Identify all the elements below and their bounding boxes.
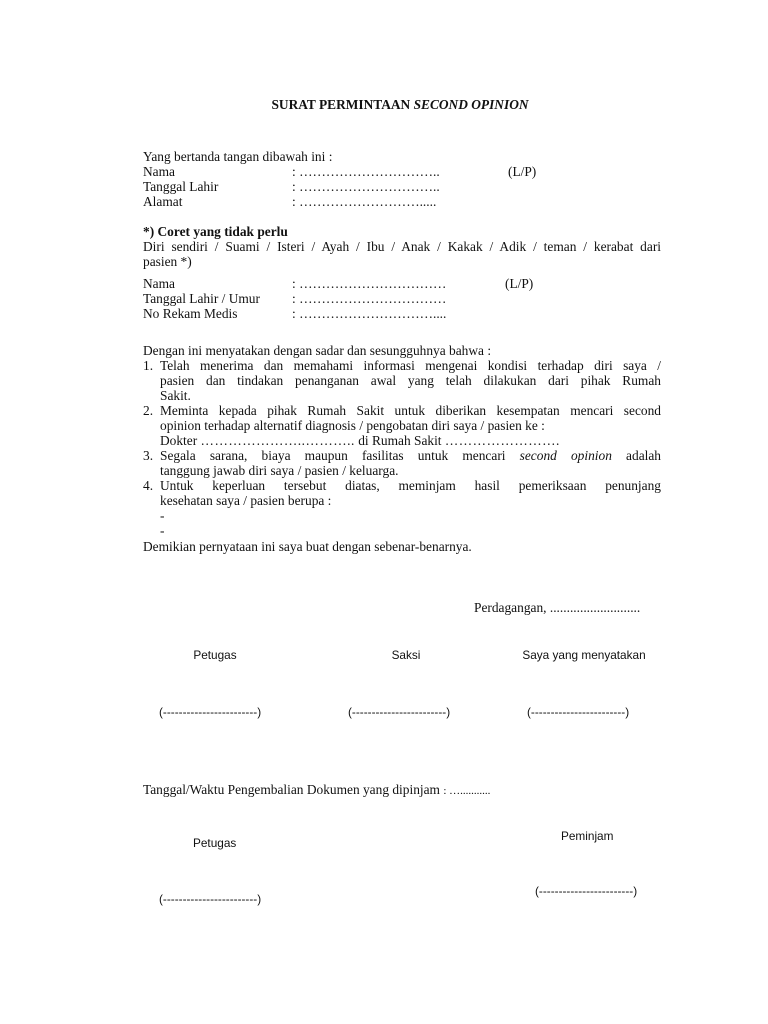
statement-intro: Dengan ini menyatakan dengan sadar dan sesungguhnya bahwa : — [143, 343, 492, 358]
item2-number: 2. — [143, 403, 154, 418]
field-alamat-label: Alamat — [143, 194, 183, 209]
strike-note-heading: *) Coret yang tidak perlu — [143, 224, 288, 239]
place-date: Perdagangan, ........................... — [474, 600, 641, 615]
item3-line1-italic: second opinion — [519, 448, 612, 463]
relation-options-line1: Diri sendiri / Suami / Isteri / Ayah / Ibu / Anak / Kakak / Adik / teman / kerabat dari — [143, 239, 661, 254]
officer-signature-line: (------------------------) — [159, 705, 262, 719]
field-tanggal-lahir-value: : ………………………….. — [292, 179, 440, 194]
document-title — [0, 97, 768, 112]
item3-number: 3. — [143, 448, 154, 463]
item4-bullet2: - — [160, 523, 165, 538]
patient-dob-age-label: Tanggal Lahir / Umur — [143, 291, 260, 306]
hospital-dots: ……………………. — [444, 433, 560, 448]
return-date-value: : …........... — [443, 785, 491, 797]
return-date-line — [143, 782, 490, 799]
item1-line1: Telah menerima dan memahami informasi mengenai kondisi terhadap diri saya / — [160, 358, 661, 373]
declarant-signature-line: (------------------------) — [527, 705, 630, 719]
item4-line1: Untuk keperluan tersebut diatas, meminjam hasil pemeriksaan penunjang — [160, 478, 661, 493]
item4-line2: kesehatan saya / pasien berupa : — [160, 493, 332, 508]
item1-line3: Sakit. — [160, 388, 191, 403]
field-alamat-value: : ………………………..... — [292, 194, 437, 209]
field-nama-gender: (L/P) — [508, 164, 537, 179]
patient-medical-record-label: No Rekam Medis — [143, 306, 238, 321]
item2-line2: opinion terhadap alternatif diagnosis / pengobatan diri saya / pasien ke : — [160, 418, 545, 433]
section1-intro: Yang bertanda tangan dibawah ini : — [143, 149, 333, 164]
item4-bullet1: - — [160, 508, 165, 523]
return-date-label: Tanggal/Waktu Pengembalian Dokumen yang dipinjam — [143, 782, 440, 797]
patient-nama-value: : …………………………… — [292, 276, 447, 291]
patient-dob-age-value: : …………………………… — [292, 291, 447, 306]
doctor-label: Dokter — [160, 433, 198, 448]
item3-line2: tanggung jawab diri saya / pasien / keluarga. — [160, 463, 399, 478]
declarant-label: Saya yang menyatakan — [522, 648, 646, 662]
patient-nama-gender: (L/P) — [505, 276, 534, 291]
field-nama-label: Nama — [143, 164, 175, 179]
return-officer-label: Petugas — [193, 836, 237, 850]
return-borrower-signature-line: (------------------------) — [535, 884, 638, 898]
statement-closing: Demikian pernyataan ini saya buat dengan sebenar-benarnya. — [143, 539, 472, 554]
relation-options-line2: pasien *) — [143, 254, 192, 269]
officer-label: Petugas — [193, 648, 237, 662]
item3-line1-post: adalah — [611, 448, 661, 463]
witness-signature-line: (------------------------) — [348, 705, 451, 719]
title-italic: SECOND OPINION — [413, 97, 529, 112]
item1-number: 1. — [143, 358, 154, 373]
witness-label: Saksi — [391, 648, 421, 662]
item1-line2: pasien dan tindakan penanganan awal yang telah dilakukan dari pihak Rumah — [160, 373, 661, 388]
item2-line1: Meminta kepada pihak Rumah Sakit untuk diberikan kesempatan mencari second — [160, 403, 661, 418]
field-tanggal-lahir-label: Tanggal Lahir — [143, 179, 219, 194]
return-officer-signature-line: (------------------------) — [159, 892, 262, 906]
hospital-label: di Rumah Sakit — [358, 433, 442, 448]
return-borrower-label: Peminjam — [561, 829, 614, 843]
item3-line1-pre: Segala sarana, biaya maupun fasilitas untuk mencari — [160, 448, 520, 463]
doctor-dots: …………………..……….. — [200, 433, 355, 448]
title-main: SURAT PERMINTAAN — [271, 97, 414, 112]
patient-medical-record-value: : ………………………….... — [292, 306, 447, 321]
item2-doctor-line — [160, 433, 560, 448]
item3-line1 — [160, 448, 661, 463]
patient-nama-label: Nama — [143, 276, 175, 291]
field-nama-value: : ………………………….. — [292, 164, 440, 179]
item4-number: 4. — [143, 478, 154, 493]
